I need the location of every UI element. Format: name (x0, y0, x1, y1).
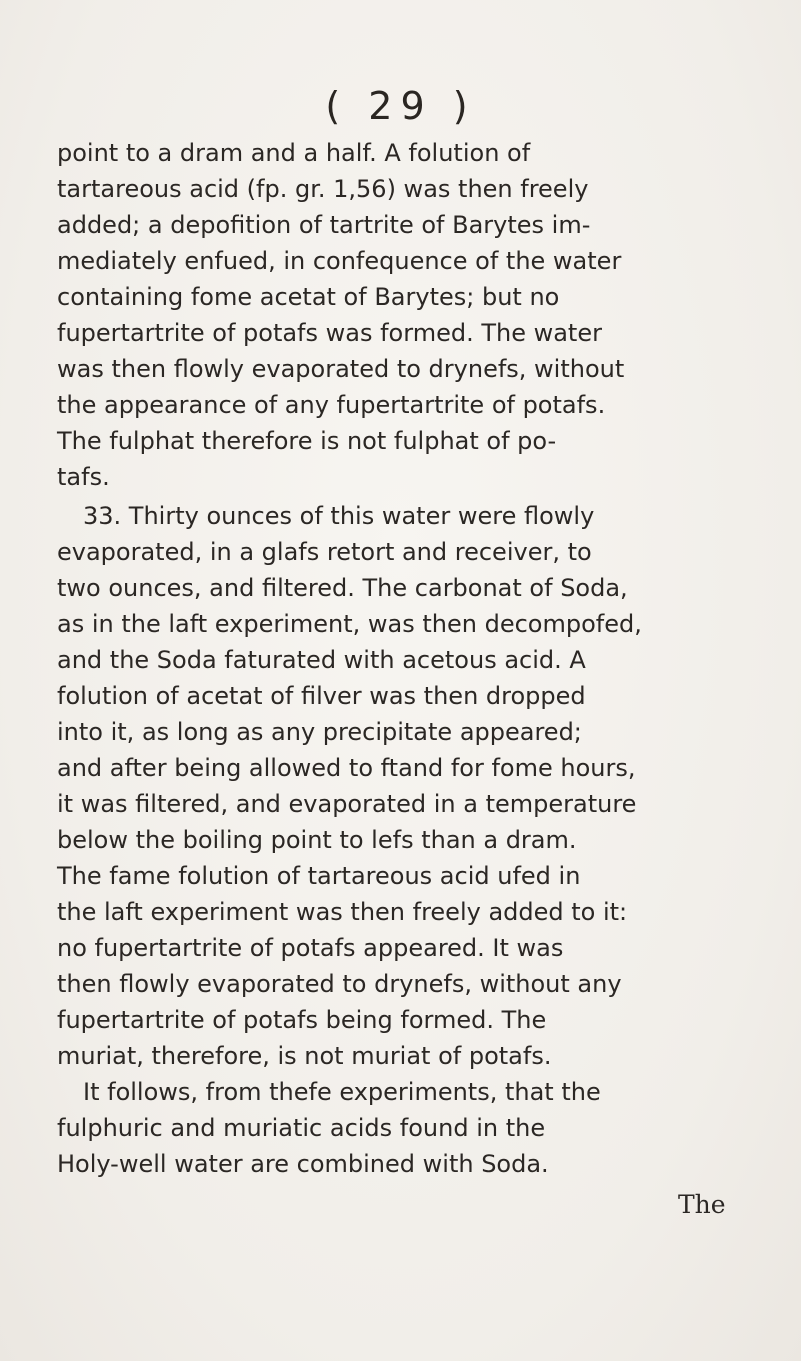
text-line: it was filtered, and evaporated in a temperature (57, 790, 637, 818)
text-line: the appearance of any fupertartrite of potafs. (57, 391, 606, 419)
text-line: It follows, from thefe experiments, that the (83, 1078, 601, 1106)
text-line: two ounces, and filtered. The carbonat of Soda, (57, 574, 628, 602)
text-line: into it, as long as any precipitate appeared; (57, 718, 582, 746)
text-line: folution of acetat of filver was then dropped (57, 682, 586, 710)
text-line: muriat, therefore, is not muriat of potafs. (57, 1042, 552, 1070)
text-line: 33. Thirty ounces of this water were flowly (83, 502, 595, 530)
text-line: Holy-well water are combined with Soda. (57, 1150, 549, 1178)
text-line: and the Soda faturated with acetous acid. A (57, 646, 586, 674)
catchword: The (678, 1190, 726, 1219)
text-line: as in the laft experiment, was then decompofed, (57, 610, 642, 638)
text-line: fupertartrite of potafs was formed. The water (57, 319, 602, 347)
text-line: tartareous acid (fp. gr. 1,56) was then freely (57, 175, 589, 203)
text-line: then flowly evaporated to drynefs, without any (57, 970, 622, 998)
text-line: below the boiling point to lefs than a dram. (57, 826, 577, 854)
text-line: no fupertartrite of potafs appeared. It was (57, 934, 564, 962)
text-line: added; a depofition of tartrite of Barytes im- (57, 211, 591, 239)
text-line: was then flowly evaporated to drynefs, without (57, 355, 625, 383)
text-line: The fulphat therefore is not fulphat of po- (57, 427, 557, 455)
text-line: The fame folution of tartareous acid ufed in (57, 862, 581, 890)
text-line: mediately enfued, in confequence of the water (57, 247, 622, 275)
text-line: fupertartrite of potafs being formed. The (57, 1006, 547, 1034)
text-line: the laft experiment was then freely added to it: (57, 898, 628, 926)
text-line: fulphuric and muriatic acids found in the (57, 1114, 546, 1142)
text-line: evaporated, in a glafs retort and receiver, to (57, 538, 592, 566)
page-number: ( 29 ) (325, 84, 476, 128)
text-line: tafs. (57, 463, 110, 491)
text-line: and after being allowed to ftand for fome hours, (57, 754, 636, 782)
text-line: containing fome acetat of Barytes; but no (57, 283, 560, 311)
text-line: point to a dram and a half. A folution of (57, 139, 531, 167)
